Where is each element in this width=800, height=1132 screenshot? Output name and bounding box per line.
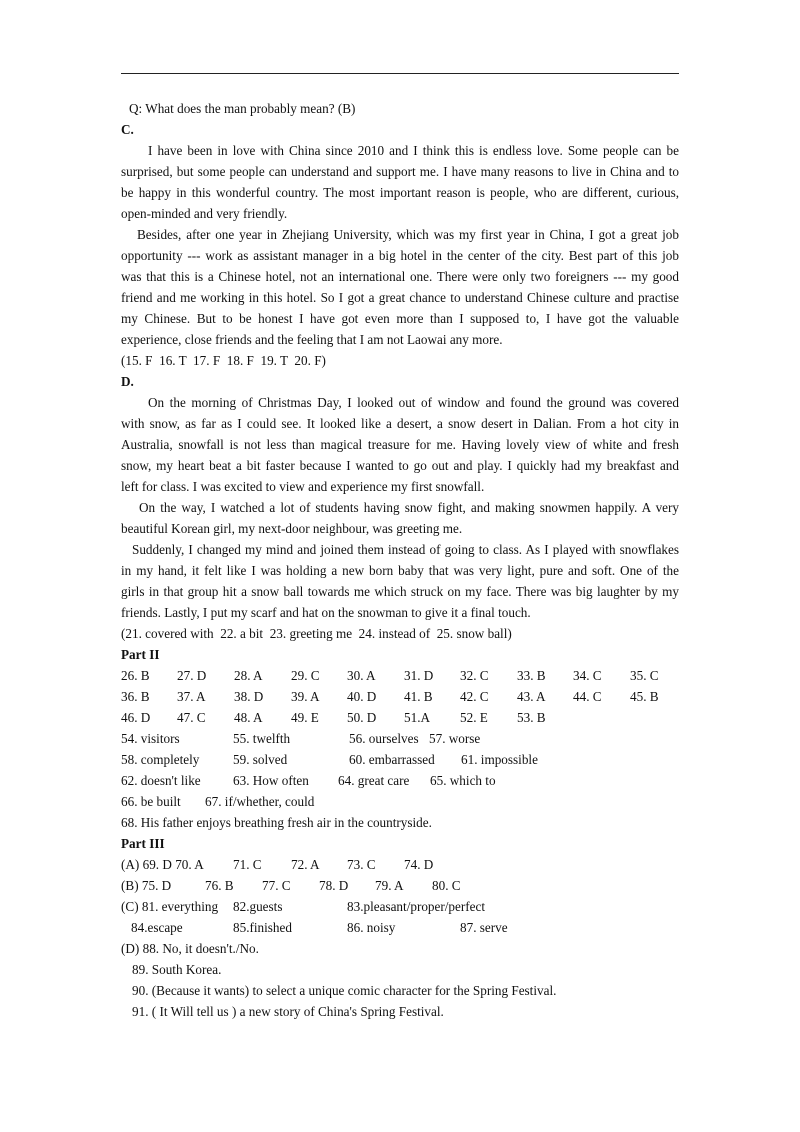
answer-row	[121, 875, 679, 896]
answer-item: 43. A	[517, 689, 546, 704]
answer-row	[121, 770, 679, 791]
answer-item: 36. B	[121, 689, 150, 704]
answer-item: 54. visitors	[121, 731, 180, 746]
answer-row	[121, 896, 679, 917]
answer-item: 48. A	[234, 710, 263, 725]
passage-d-line: snow, my heart beat a bit faster because I wanted to go out and play. I quickly had my breakfast and	[121, 458, 679, 473]
passage-d-line: in my hand, it felt like I was holding a new born baby that was very light, pure and soft. One of the	[121, 563, 679, 578]
answer-item: 85.finished	[233, 920, 292, 935]
answer-item: 37. A	[177, 689, 206, 704]
section-d-heading: D.	[121, 374, 134, 389]
answer-item: 78. D	[319, 878, 349, 893]
answer-item: 86. noisy	[347, 920, 396, 935]
answer-item: 62. doesn't like	[121, 773, 201, 788]
answer-item: 57. worse	[429, 731, 481, 746]
answer-item: 46. D	[121, 710, 151, 725]
answer-item: 27. D	[177, 668, 207, 683]
answer-row	[121, 854, 679, 875]
answer-row	[121, 665, 679, 686]
answer-item: 49. E	[291, 710, 319, 725]
answer-sentence: 68. His father enjoys breathing fresh air in the countryside.	[121, 815, 432, 830]
passage-d-line: left for class. I was excited to view and experience my first snowfall.	[121, 479, 485, 494]
answer-row	[121, 728, 679, 749]
answer-item: 50. D	[347, 710, 377, 725]
passage-c-line: Besides, after one year in Zhejiang University, which was my first year in China, I got a great job	[137, 227, 679, 242]
answer-item: (C) 81. everything	[121, 899, 219, 914]
answer-item: 87. serve	[460, 920, 508, 935]
answer-item: 56. ourselves	[349, 731, 419, 746]
question-line: Q: What does the man probably mean? (B)	[129, 101, 356, 116]
answer-item: (B) 75. D	[121, 878, 172, 893]
answer-item: 65. which to	[430, 773, 496, 788]
passage-c-line: my Chinese. But to be honest I have got even more than I supposed to, I have got the valuable	[121, 311, 679, 326]
header-rule	[121, 73, 679, 74]
answer-row	[121, 917, 679, 938]
answer-item: 47. C	[177, 710, 206, 725]
answer-item: 51.A	[404, 710, 431, 725]
answer-item: 67. if/whether, could	[205, 794, 315, 809]
passage-c-line: was that this is a Chinese hotel, not an international one. There were only two foreigners --- my good	[121, 269, 679, 284]
answer-item: 29. C	[291, 668, 320, 683]
answer-item: 79. A	[375, 878, 404, 893]
answer-row	[121, 791, 679, 812]
answer-item: 64. great care	[338, 773, 410, 788]
answer-row	[121, 749, 679, 770]
answer-item: 58. completely	[121, 752, 200, 767]
answer-item: 66. be built	[121, 794, 181, 809]
passage-d-line: beautiful Korean girl, my next-door neighbour, was greeting me.	[121, 521, 463, 536]
passage-d-line: girls in that group hit a snow ball towards me which struck on my face. There was big laughter by my	[121, 584, 679, 599]
answer-item: 34. C	[573, 668, 602, 683]
passage-d-line: On the morning of Christmas Day, I looked out of window and found the ground was covered	[148, 395, 679, 410]
answer-item: 39. A	[291, 689, 320, 704]
answer-item: 31. D	[404, 668, 434, 683]
answer-sentence: 90. (Because it wants) to select a unique comic character for the Spring Festival.	[132, 983, 557, 998]
answer-item: 73. C	[347, 857, 376, 872]
answer-item: 28. A	[234, 668, 263, 683]
answer-item: 33. B	[517, 668, 546, 683]
section-d-answers: (21. covered with 22. a bit 23. greeting me 24. instead of 25. snow ball)	[121, 626, 512, 641]
part-ii-heading: Part II	[121, 647, 160, 662]
answer-item: 84.escape	[131, 920, 183, 935]
answer-item: 35. C	[630, 668, 659, 683]
answer-item: 74. D	[404, 857, 434, 872]
answer-item: 63. How often	[233, 773, 309, 788]
answer-item: 77. C	[262, 878, 291, 893]
answer-item: (A) 69. D 70. A	[121, 857, 204, 872]
answer-item: 45. B	[630, 689, 659, 704]
section-c-heading: C.	[121, 122, 134, 137]
answer-sentence: (D) 88. No, it doesn't./No.	[121, 941, 259, 956]
passage-c-line: friend and me working in this hotel. So I got a great chance to understand Chinese culture and practise	[121, 290, 679, 305]
answer-item: 71. C	[233, 857, 262, 872]
answer-item: 83.pleasant/proper/perfect	[347, 899, 486, 914]
answer-key-page	[121, 98, 679, 1022]
passage-c-line: open-minded and very friendly.	[121, 206, 288, 221]
answer-row	[121, 707, 679, 728]
answer-item: 55. twelfth	[233, 731, 291, 746]
answer-item: 30. A	[347, 668, 376, 683]
answer-item: 40. D	[347, 689, 377, 704]
answer-item: 53. B	[517, 710, 546, 725]
answer-item: 32. C	[460, 668, 489, 683]
answer-item: 60. embarrassed	[349, 752, 435, 767]
answer-item: 80. C	[432, 878, 461, 893]
passage-d-line: Suddenly, I changed my mind and joined them instead of going to class. As I played with snowflakes	[132, 542, 679, 557]
answer-item: 76. B	[205, 878, 234, 893]
answer-item: 26. B	[121, 668, 150, 683]
passage-c-line: experience, close friends and the feeling that I am not Laowai any more.	[121, 332, 503, 347]
passage-c-line: surprised, but some people can understand and support me. I have many reasons to live in China and to	[121, 164, 679, 179]
answer-item: 41. B	[404, 689, 433, 704]
section-c-answers: (15. F 16. T 17. F 18. F 19. T 20. F)	[121, 353, 326, 368]
passage-c-line: be happy in this wonderful country. The most important reason is people, who are different, curious,	[121, 185, 679, 200]
passage-d-line: friends. Lastly, I put my scarf and hat on the snowman to give it a final touch.	[121, 605, 531, 620]
answer-item: 38. D	[234, 689, 264, 704]
answer-item: 52. E	[460, 710, 488, 725]
part-iii-heading: Part III	[121, 836, 165, 851]
answer-item: 82.guests	[233, 899, 283, 914]
passage-d-line: with snow, as far as I could see. It looked like a desert, a snow desert in Dalian. From a hot city in	[121, 416, 679, 431]
answer-item: 59. solved	[233, 752, 288, 767]
passage-c-line: opportunity --- work as assistant manager in a big hotel in the center of the city. Best part of this job	[121, 248, 679, 263]
answer-item: 42. C	[460, 689, 489, 704]
answer-item: 72. A	[291, 857, 320, 872]
passage-c-line: I have been in love with China since 2010 and I think this is endless love. Some people can be	[148, 143, 679, 158]
answer-item: 44. C	[573, 689, 602, 704]
answer-item: 61. impossible	[461, 752, 538, 767]
passage-d-line: On the way, I watched a lot of students having snow fight, and making snowmen happily. A very	[139, 500, 679, 515]
passage-d-line: Australia, snowfall is not less than magical treasure for me. Having lovely view of white and fresh	[121, 437, 679, 452]
answer-sentence: 89. South Korea.	[132, 962, 222, 977]
answer-sentence: 91. ( It Will tell us ) a new story of China's Spring Festival.	[132, 1004, 444, 1019]
answer-row	[121, 686, 679, 707]
